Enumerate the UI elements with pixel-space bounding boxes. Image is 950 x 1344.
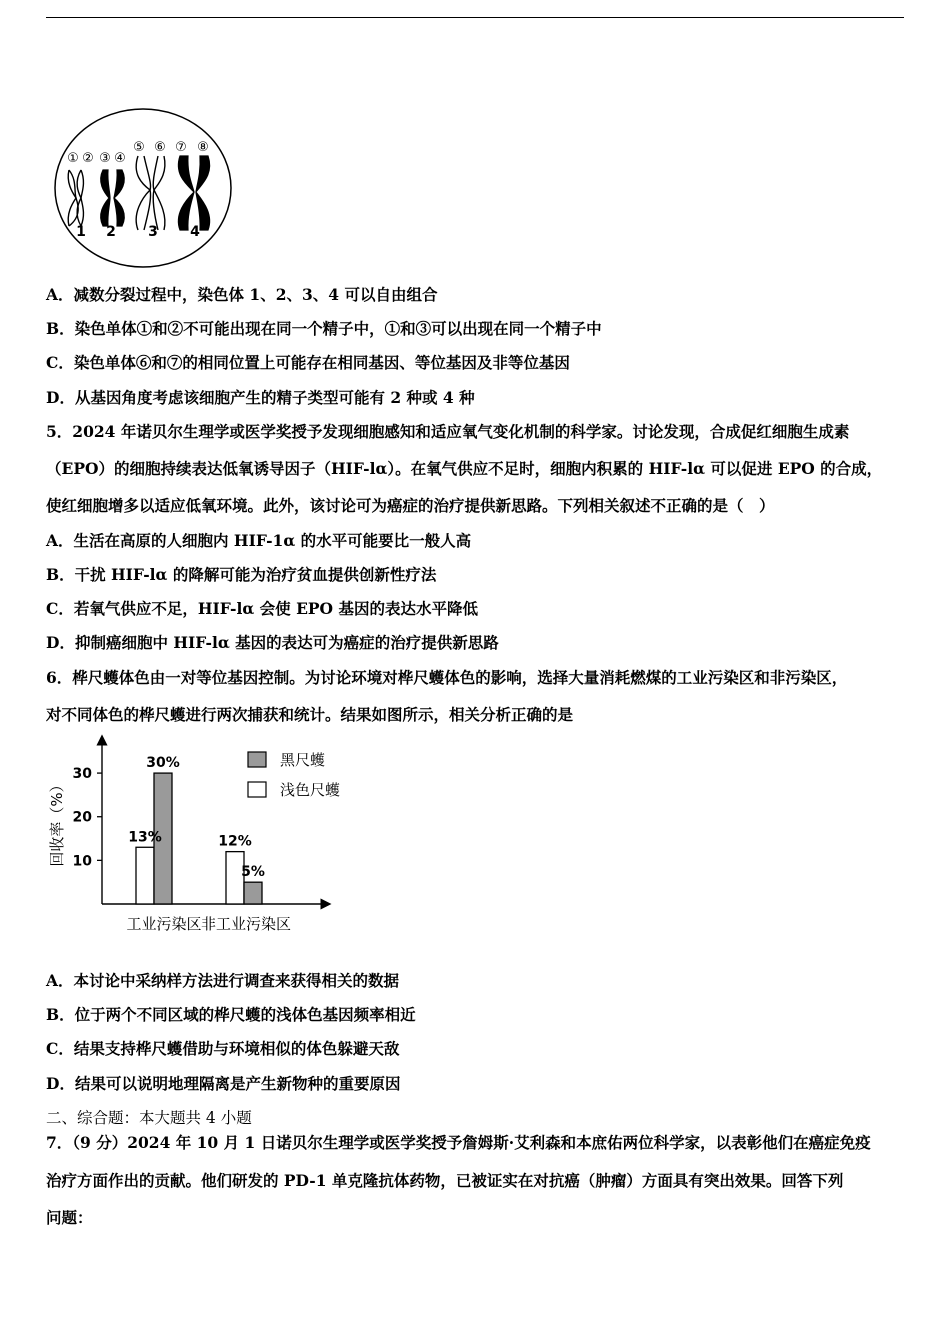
q5-stem-line-1: 5．2024 年诺贝尔生理学或医学奖授予发现细胞感知和适应氧气变化机制的科学家。讨论发现，合成促红细胞生成素 <box>46 422 850 441</box>
chromatid-label-6: ⑥ <box>154 140 166 155</box>
bar-value-label-non-industrial-dark: 5% <box>241 864 265 881</box>
chromatid-label-1: ① <box>67 151 79 166</box>
chromosome-label-2: 2 <box>106 224 116 240</box>
q6-option-a: A．本讨论中采纳样方法进行调查来获得相关的数据 <box>46 971 400 990</box>
category-label-industrial: 工业污染区 <box>126 915 202 933</box>
chromosome-1 <box>68 170 83 226</box>
chromatid-label-7: ⑦ <box>175 140 187 155</box>
q4-option-c: C．染色单体⑥和⑦的相同位置上可能存在相同基因、等位基因及非等位基因 <box>46 353 570 372</box>
header-rule <box>46 17 904 18</box>
q5-stem-line-2: （EPO）的细胞持续表达低氧诱导因子（HIF-lα）。在氧气供应不足时，细胞内积累的 HIF-lα 可以促进 EPO 的合成， <box>46 459 883 478</box>
q6-stem-line-1: 6．桦尺蠖体色由一对等位基因控制。为讨论环境对桦尺蠖体色的影响，选择大量消耗燃煤的工业污染区和非污染区， <box>46 668 848 687</box>
q5-option-d: D．抑制癌细胞中 HIF-lα 基因的表达可为癌症的治疗提供新思路 <box>46 633 499 652</box>
category-label-non-industrial: 非工业污染区 <box>200 915 292 933</box>
legend-label-dark: 黑尺蠖 <box>280 751 326 769</box>
q7-line-2: 治疗方面作出的贡献。他们研发的 PD-1 单克隆抗体药物，已被证实在对抗癌（肿瘤）方面具有突出效果。回答下列 <box>46 1171 844 1190</box>
q4-option-d: D．从基因角度考虑该细胞产生的精子类型可能有 2 种或 4 种 <box>46 388 475 407</box>
y-tick-label-10: 10 <box>72 853 92 870</box>
q7-line-3: 问题： <box>46 1208 93 1227</box>
q6-option-c: C．结果支持桦尺蠖借助与环境相似的体色躲避天敌 <box>46 1039 400 1058</box>
cell-chromosome-figure <box>52 104 234 272</box>
y-tick-label-30: 30 <box>72 766 92 783</box>
legend-swatch-dark <box>248 752 266 767</box>
chromosome-label-4: 4 <box>190 224 200 240</box>
y-tick-label-20: 20 <box>72 809 92 826</box>
q6-stem-line-2: 对不同体色的桦尺蠖进行两次捕获和统计。结果如图所示，相关分析正确的是 <box>46 705 574 724</box>
q5-stem-line-3: 使红细胞增多以适应低氧环境。此外，该讨论可为癌症的治疗提供新思路。下列相关叙述不正确的是（ ） <box>46 496 775 515</box>
chromatid-label-5: ⑤ <box>133 140 145 155</box>
q5-option-a: A．生活在高原的人细胞内 HIF-1α 的水平可能要比一般人高 <box>46 531 472 550</box>
chart-legend <box>248 751 340 799</box>
q5-option-b: B．干扰 HIF-lα 的降解可能为治疗贫血提供创新性疗法 <box>46 565 437 584</box>
bar-value-label-non-industrial-light: 12% <box>218 833 252 850</box>
cell-outline <box>55 109 231 267</box>
bar-value-label-industrial-dark: 30% <box>146 755 180 772</box>
chromatid-label-4: ④ <box>114 151 126 166</box>
q6-option-d: D．结果可以说明地理隔离是产生新物种的重要原因 <box>46 1074 401 1093</box>
bar-non-industrial-dark <box>244 882 262 904</box>
legend-swatch-light <box>248 782 266 797</box>
q6-option-b: B．位于两个不同区域的桦尺蠖的浅体色基因频率相近 <box>46 1005 416 1024</box>
moth-recapture-bar-chart <box>44 730 374 940</box>
q4-option-a: A．减数分裂过程中，染色体 1、2、3、4 可以自由组合 <box>46 285 438 304</box>
legend-label-light: 浅色尺蠖 <box>280 781 341 799</box>
bar-value-label-industrial-light: 13% <box>128 829 162 846</box>
section-2-heading: 二、综合题：本大题共 4 小题 <box>46 1109 252 1127</box>
chromosome-4 <box>178 156 209 230</box>
chromatid-label-3: ③ <box>99 151 111 166</box>
chromatid-label-8: ⑧ <box>197 140 209 155</box>
bar-industrial-light <box>136 847 154 904</box>
y-axis-label: 回收率（%） <box>48 777 66 867</box>
chromosome-label-3: 3 <box>148 224 158 240</box>
chromatid-label-2: ② <box>82 151 94 166</box>
q4-option-b: B．染色单体①和②不可能出现在同一个精子中，①和③可以出现在同一个精子中 <box>46 319 602 338</box>
q7-line-1: 7．（9 分）2024 年 10 月 1 日诺贝尔生理学或医学奖授予詹姆斯·艾利森和本庶佑两位科学家，以表彰他们在癌症免疫 <box>46 1133 871 1152</box>
q5-option-c: C．若氧气供应不足，HIF-lα 会使 EPO 基因的表达水平降低 <box>46 599 478 618</box>
chromosome-label-1: 1 <box>76 224 86 240</box>
chromosome-2 <box>101 170 125 226</box>
chromosome-3 <box>136 156 165 230</box>
